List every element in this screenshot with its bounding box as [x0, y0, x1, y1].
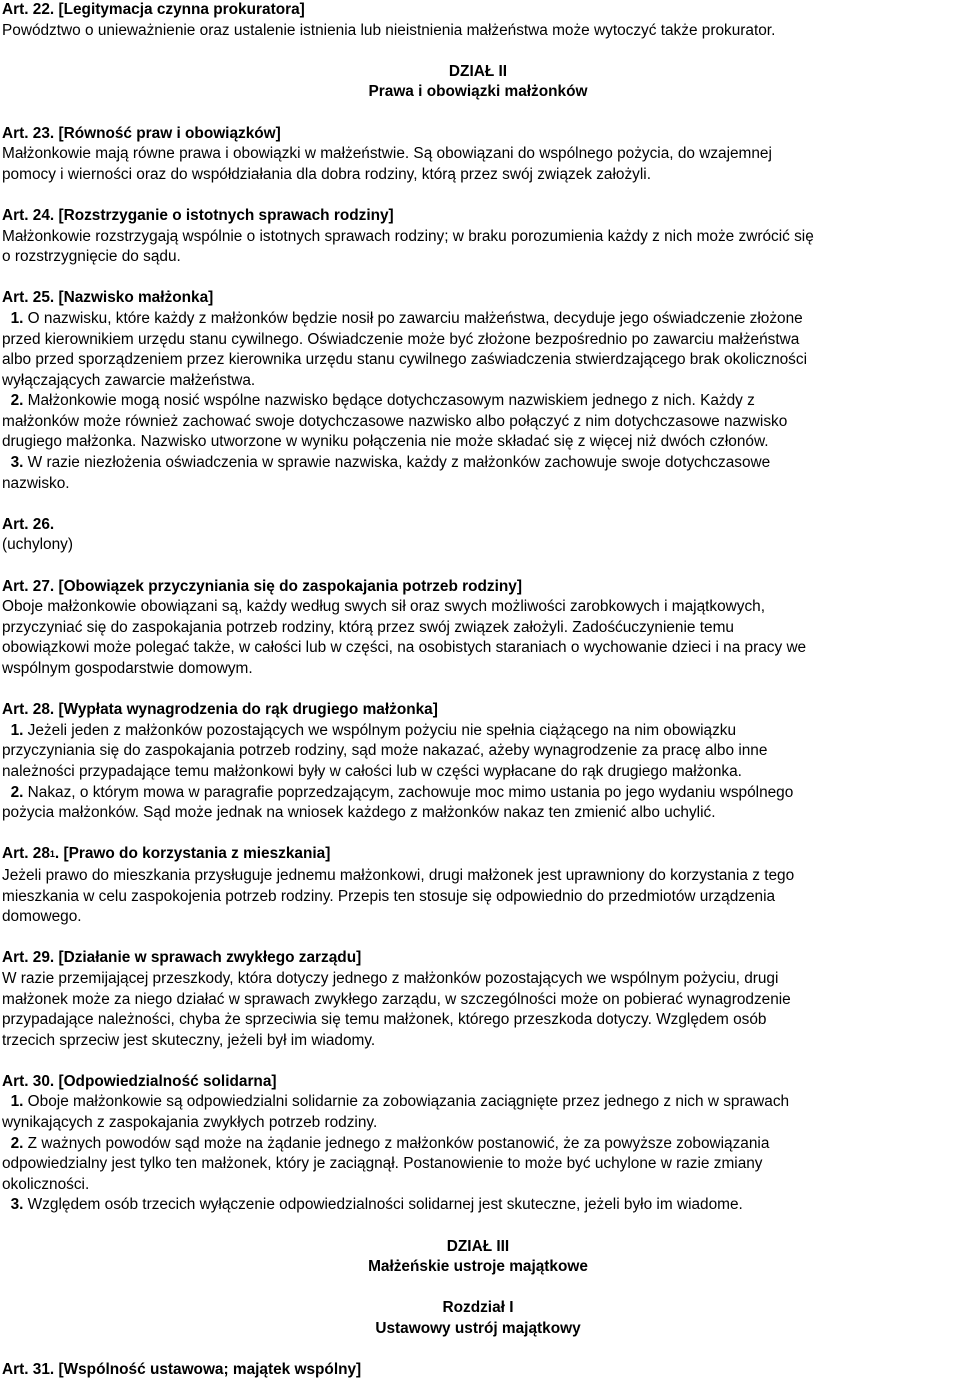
paragraph-number: 1.: [10, 309, 24, 327]
chapter-1-subtitle: Ustawowy ustrój majątkowy: [375, 1320, 581, 1337]
text-line: okoliczności.: [2, 1175, 90, 1193]
article-24-line: o rozstrzygnięcie do sądu.: [2, 248, 181, 266]
division-3-subtitle: Małżeńskie ustroje majątkowe: [368, 1258, 588, 1276]
chapter-1-title: Rozdział I: [442, 1299, 514, 1317]
text-line: nazwisko.: [2, 474, 70, 492]
article-27-heading: Art. 27. [Obowiązek przyczyniania się do zaspokajania potrzeb rodziny]: [2, 577, 522, 595]
text-line: małżonków może również zachować swoje dotychczasowe nazwisko albo połączyć z nim dotychczasowe nazwisko: [2, 412, 788, 430]
article-30-paragraph-1: 1. Oboje małżonkowie są odpowiedzialni solidarnie za zobowiązania zaciągnięte przez jednego z nich w sprawach: [10, 1093, 790, 1111]
paragraph-number: 3.: [10, 1196, 24, 1214]
division-2-subtitle: Prawa i obowiązki małżonków: [368, 83, 588, 101]
text-line: Oboje małżonkowie obowiązani są, każdy według swych sił oraz swych możliwości zarobkowych i majątkowych,: [2, 598, 765, 616]
text-line: przyczyniać się do zaspokajania potrzeb rodziny, którą przez swój związek założyli. Zadośćuczynienie temu: [2, 618, 734, 636]
article-31-heading: Art. 31. [Wspólność ustawowa; majątek wspólny]: [2, 1361, 362, 1379]
text-line: przypadające należności, chyba że sprzeciwia się temu małżonek, którego przeszkoda dotyczy. Względem osób: [2, 1011, 767, 1029]
paragraph-number: 1.: [10, 1093, 24, 1111]
text-line: albo przed sporządzeniem przez kierownika urzędu stanu cywilnego zaświadczenia stwierdzającego brak okoliczności: [2, 351, 807, 369]
article-28-paragraph-2: 2. Nakaz, o którym mowa w paragrafie poprzedzającym, zachowuje moc mimo ustania po jego wydaniu wspólnego: [10, 783, 794, 801]
article-25-paragraph-3: 3. W razie niezłożenia oświadczenia w sprawie nazwiska, każdy z małżonków zachowuje swoje dotychczasowe: [10, 454, 771, 472]
paragraph-number: 1.: [10, 721, 24, 739]
division-2-title: DZIAŁ II: [448, 62, 508, 80]
article-22-heading: Art. 22. [Legitymacja czynna prokuratora]: [2, 1, 305, 18]
text-line: mieszkania w celu zaspokojenia potrzeb rodziny. Przepis ten stosuje się odpowiednio do przedmiotów urządzenia: [2, 887, 776, 905]
text-line: W razie przemijającej przeszkody, która dotyczy jednego z małżonków pozostających we wspólnym pożyciu, drugi: [2, 969, 779, 987]
text-line: domowego.: [2, 908, 82, 926]
article-24-heading: Art. 24. [Rozstrzyganie o istotnych sprawach rodziny]: [2, 206, 394, 224]
article-26-heading: Art. 26.: [2, 515, 55, 533]
text-line: Jeżeli prawo do mieszkania przysługuje jednemu małżonkowi, drugi małżonek jest uprawniony do korzystania z tego: [2, 866, 795, 884]
article-30-paragraph-3: 3. Względem osób trzecich wyłączenie odpowiedzialności solidarnej jest skuteczne, jeżeli było im wiadome.: [10, 1196, 743, 1214]
article-23-heading: Art. 23. [Równość praw i obowiązków]: [2, 124, 281, 142]
text-line: przed kierownikiem urzędu stanu cywilnego. Oświadczenie może być złożone bezpośrednio po zawarciu małżeństwa: [2, 330, 800, 348]
article-24-line: Małżonkowie rozstrzygają wspólnie o istotnych sprawach rodziny; w braku porozumienia każdy z nich może zwrócić się: [2, 227, 814, 245]
article-26-text: (uchylony): [2, 536, 73, 554]
document-page: [2, 0, 954, 1381]
text-line: wyłączających zawarcie małżeństwa.: [2, 371, 256, 389]
text-line: małżonek może za niego działać w sprawach zwykłego zarządu, w szczególności może on pobierać wynagrodzenie: [2, 990, 791, 1008]
article-25-paragraph-1: 1. O nazwisku, które każdy z małżonków będzie nosił po zawarciu małżeństwa, decyduje jego oświadczenie złożone: [10, 309, 803, 327]
paragraph-number: 3.: [10, 454, 24, 472]
paragraph-number: 2.: [10, 392, 24, 410]
text-line: trzecich sprzeciw jest skuteczny, jeżeli był im wiadomy.: [2, 1031, 376, 1049]
article-28-paragraph-1: 1. Jeżeli jeden z małżonków pozostających we wspólnym pożyciu nie spełnia ciążącego na nim obowiązku: [10, 721, 737, 739]
text-line: odpowiedzialny jest tylko ten małżonek, który je zaciągnął. Postanowienie to może być uchylone w razie zmiany: [2, 1155, 763, 1173]
article-23-line: Małżonkowie mają równe prawa i obowiązki w małżeństwie. Są obowiązani do wspólnego pożycia, do wzajemnej: [2, 145, 772, 163]
text-line: pożycia małżonków. Sąd może jednak na wniosek każdego z małżonków nakaz ten zmienić albo uchylić.: [2, 804, 716, 822]
text-line: obowiązkowi może polegać także, w całości lub w części, na osobistych staraniach o wychowanie dzieci i na pracy we: [2, 639, 807, 657]
article-22-text: Powództwo o unieważnienie oraz ustalenie istnienia lub nieistnienia małżeństwa może wytoczyć także prokurator.: [2, 21, 776, 39]
paragraph-number: 2.: [10, 783, 24, 801]
article-29-heading: Art. 29. [Działanie w sprawach zwykłego zarządu]: [2, 949, 362, 967]
article-23-line: pomocy i wierności oraz do współdziałania dla dobra rodziny, którą przez swój związek założyli.: [2, 165, 651, 183]
article-25-heading: Art. 25. [Nazwisko małżonka]: [2, 289, 214, 307]
article-30-heading: Art. 30. [Odpowiedzialność solidarna]: [2, 1072, 277, 1090]
superscript: 1: [49, 849, 55, 860]
text-line: przyczyniania się do zaspokajania potrzeb rodziny, sąd może nakazać, ażeby wynagrodzenie za pracę albo inne: [2, 742, 768, 760]
article-30-paragraph-2: 2. Z ważnych powodów sąd może na żądanie jednego z małżonków postanowić, że za powyższe zobowiązania: [10, 1134, 770, 1152]
text-line: drugiego małżonka. Nazwisko utworzone w wyniku połączenia nie może składać się z więcej niż dwóch członów.: [2, 433, 769, 451]
text-line: wynikających z zaspokajania zwykłych potrzeb rodziny.: [2, 1114, 378, 1132]
text-line: wspólnym gospodarstwie domowym.: [2, 660, 253, 677]
division-3-title: DZIAŁ III: [446, 1237, 510, 1255]
article-25-paragraph-2: 2. Małżonkowie mogą nosić wspólne nazwisko będące dotychczasowym nazwiskiem jednego z nich. Każdy z: [10, 392, 755, 410]
article-28-1-heading: Art. $28^1$. [Prawo do korzystania z mieszkania]: [2, 845, 331, 863]
text-line: należności przypadające temu małżonkowi były w całości lub w części wypłacane do rąk drugiego małżonka.: [2, 762, 742, 780]
paragraph-number: 2.: [10, 1134, 24, 1152]
article-28-heading: Art. 28. [Wypłata wynagrodzenia do rąk drugiego małżonka]: [2, 701, 438, 719]
